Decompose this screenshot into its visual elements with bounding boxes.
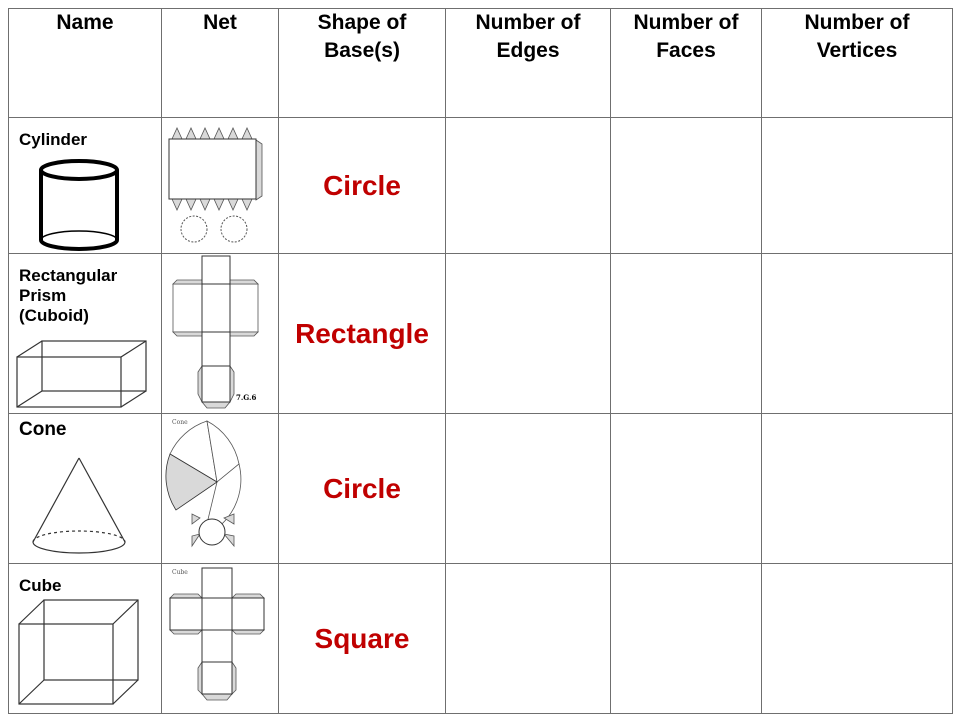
cube-net-icon xyxy=(162,564,279,714)
base-cell-cylinder xyxy=(279,118,446,254)
cylinder-shape-icon xyxy=(9,118,162,254)
header-vertices: Number of Vertices xyxy=(762,9,953,118)
table-row-cuboid xyxy=(9,254,953,414)
net-tag-label: Cone xyxy=(172,419,188,426)
shape-name: Cube xyxy=(19,576,62,595)
shape-name: Cone xyxy=(19,419,67,440)
edges-cell-cone[interactable] xyxy=(446,414,611,564)
edges-cell-cylinder[interactable] xyxy=(446,118,611,254)
base-shape-answer: Square xyxy=(314,622,410,654)
net-cell-cube xyxy=(162,564,279,714)
name-cell-cube xyxy=(9,564,162,714)
base-shape-answer: Circle xyxy=(323,472,401,504)
edges-cell-cuboid[interactable] xyxy=(446,254,611,414)
cuboid-net-icon xyxy=(162,254,279,414)
header-edges: Number of Edges xyxy=(446,9,611,118)
vertices-cell-cube[interactable] xyxy=(762,564,953,714)
cone-net-icon xyxy=(162,414,279,564)
shape-name: Rectangular Prism (Cuboid) xyxy=(19,266,118,325)
vertices-cell-cone[interactable] xyxy=(762,414,953,564)
cylinder-net-icon xyxy=(162,118,279,254)
header-net: Net xyxy=(162,9,279,118)
net-code-label: 7.G.6 xyxy=(236,393,257,402)
worksheet xyxy=(8,8,952,712)
solids-table xyxy=(8,8,953,714)
faces-cell-cone[interactable] xyxy=(611,414,762,564)
shape-name: Cylinder xyxy=(19,130,88,149)
cube-shape-icon xyxy=(9,564,162,714)
vertices-cell-cylinder[interactable] xyxy=(762,118,953,254)
faces-cell-cuboid[interactable] xyxy=(611,254,762,414)
name-cell-cone xyxy=(9,414,162,564)
name-cell-cuboid xyxy=(9,254,162,414)
header-faces: Number of Faces xyxy=(611,9,762,118)
table-row-cone xyxy=(9,414,953,564)
net-tag-label: Cube xyxy=(172,569,188,576)
cone-shape-icon xyxy=(9,414,162,564)
base-cell-cube xyxy=(279,564,446,714)
header-row xyxy=(9,9,953,118)
net-cell-cone xyxy=(162,414,279,564)
base-cell-cuboid xyxy=(279,254,446,414)
net-cell-cylinder xyxy=(162,118,279,254)
base-shape-answer: Circle xyxy=(323,169,401,201)
faces-cell-cube[interactable] xyxy=(611,564,762,714)
base-shape-answer: Rectangle xyxy=(295,317,429,349)
net-cell-cuboid xyxy=(162,254,279,414)
table-row-cylinder xyxy=(9,118,953,254)
header-name: Name xyxy=(9,9,162,118)
cuboid-shape-icon xyxy=(9,254,162,414)
name-cell-cylinder xyxy=(9,118,162,254)
header-shape-of-bases: Shape of Base(s) xyxy=(279,9,446,118)
edges-cell-cube[interactable] xyxy=(446,564,611,714)
faces-cell-cylinder[interactable] xyxy=(611,118,762,254)
base-cell-cone xyxy=(279,414,446,564)
table-row-cube xyxy=(9,564,953,714)
vertices-cell-cuboid[interactable] xyxy=(762,254,953,414)
